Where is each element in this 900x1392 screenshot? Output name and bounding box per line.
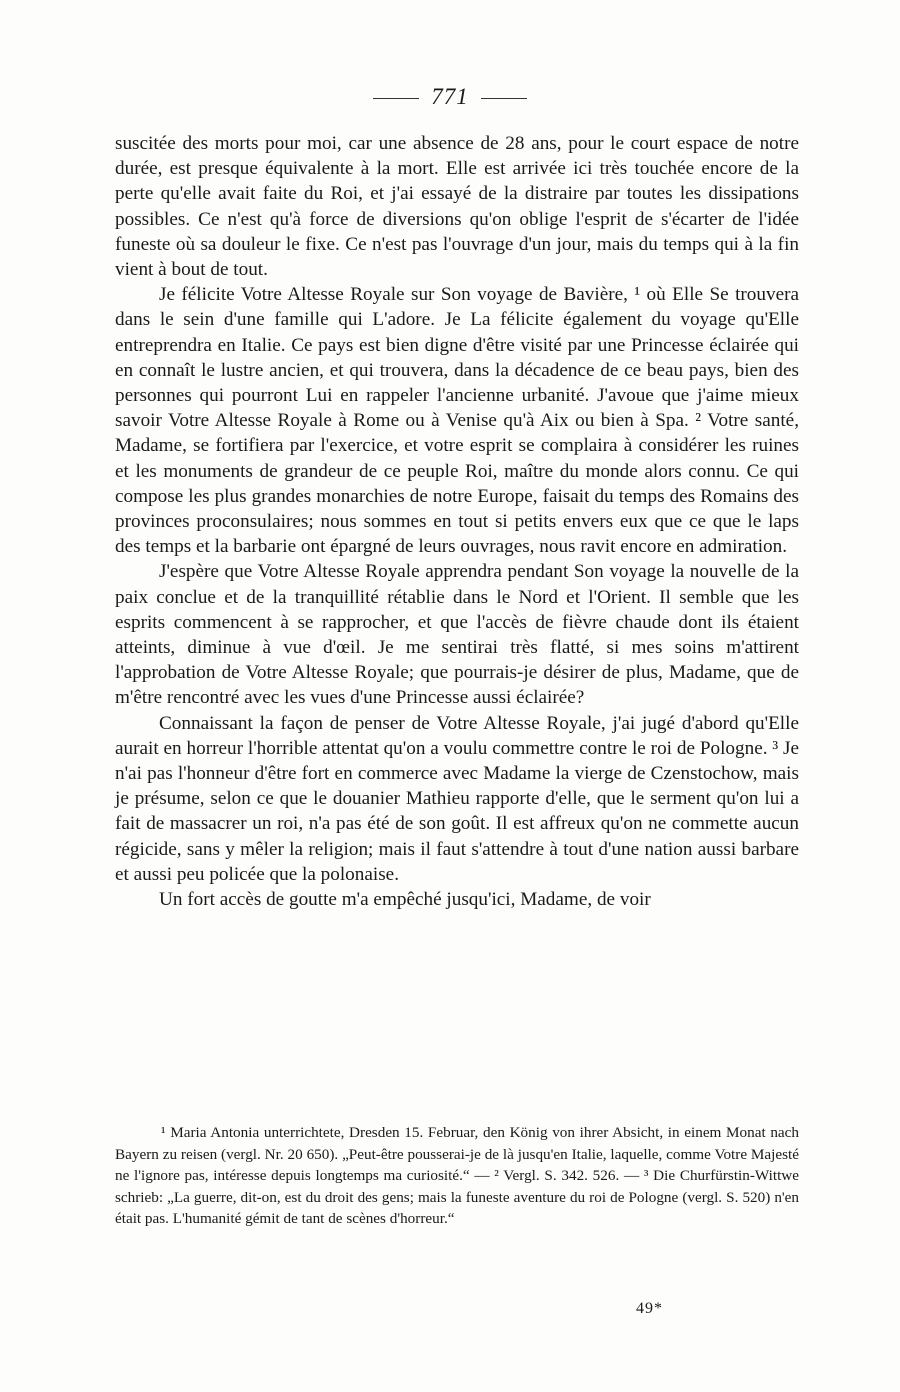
- letter-body: [115, 131, 799, 912]
- paragraph: J'espère que Votre Altesse Royale apprendra pendant Son voyage la nouvelle de la paix conclue et de la tranquillité rétablie dans le Nord et l'Orient. Il semble que les esprits commencent à se rapprocher, et que l'accès de fièvre chaude dont ils étaient atteints, diminue à vue d'œil. Je me sentirai très flatté, si mes soins m'attirent l'approbation de Votre Altesse Royale; que pourrais-je désirer de plus, Madame, que de m'être rencontré avec les vues d'une Princesse aussi éclairée?: [115, 561, 799, 709]
- footnote-text: ¹ Maria Antonia unterrichtete, Dresden 15. Februar, den König von ihrer Absicht, in einem Monat nach Bayern zu reisen (vergl. Nr. 20 650). „Peut-être pousserai-je de là jusqu'en Italie, laquelle, comme Votre Majesté ne l'ignore pas, intéresse depuis longtemps ma curiosité.“ — ² Vergl. S. 342. 526. — ³ Die Churfürstin-Wittwe schrieb: „La guerre, dit-on, est du droit des gens; mais la funeste aventure du roi de Pologne (vergl. S. 520) n'en était pas. L'humanité gémit de tant de scènes d'horreur.“: [115, 1124, 799, 1227]
- paragraph: suscitée des morts pour moi, car une absence de 28 ans, pour le court espace de notre durée, est presque équivalente à la mort. Elle est arrivée ici très touchée encore de la perte qu'elle avait faite du Roi, et j'ai essayé de la distraire par toutes les dissipations possibles. Ce n'est qu'à force de diversions qu'on oblige l'esprit de s'écarter de l'idée funeste où sa douleur le fixe. Ce n'est pas l'ouvrage d'un jour, mais du temps qui à la fin vient à bout de tout.: [115, 133, 799, 281]
- page-header: [0, 84, 900, 110]
- header-rule-right: [481, 98, 527, 99]
- paragraph: Un fort accès de goutte m'a empêché jusqu'ici, Madame, de voir: [159, 889, 651, 911]
- footnotes: [115, 1122, 799, 1230]
- page-number: 771: [431, 84, 469, 109]
- header-rule-left: [373, 98, 419, 99]
- paragraph: Je félicite Votre Altesse Royale sur Son voyage de Bavière, ¹ où Elle Se trouvera dans le sein d'une famille qui L'adore. Je La félicite également du voyage qu'Elle entreprendra en Italie. Ce pays est bien digne d'être visité par une Princesse éclairée qui en connaît le lustre ancien, et qui trouvera, dans la décadence de ce beau pays, bien des personnes qui pourront Lui en rappeler l'ancienne urbanité. J'avoue que j'aime mieux savoir Votre Altesse Royale à Rome ou à Venise qu'à Aix ou bien à Spa. ² Votre santé, Madame, se fortifiera par l'exercice, et votre esprit se complaira à considérer les ruines et les monuments de grandeur de ce peuple Roi, maître du monde alors connu. Ce qui compose les plus grandes monarchies de notre Europe, faisait du temps des Romains des provinces proconsulaires; nous sommes en tout si petits envers eux que ce que le laps des temps et la barbarie ont épargné de leurs ouvrages, nous ravit encore en admiration.: [115, 284, 799, 558]
- signature-mark: 49*: [636, 1300, 663, 1317]
- paragraph: Connaissant la façon de penser de Votre Altesse Royale, j'ai jugé d'abord qu'Elle aurait en horreur l'horrible attentat qu'on a voulu commettre contre le roi de Pologne. ³ Je n'ai pas l'honneur d'être fort en commerce avec Madame la vierge de Czenstochow, mais je présume, selon ce que le douanier Mathieu rapporte d'elle, que le serment qu'on lui a fait de massacrer un roi, n'a pas été de son goût. Il est affreux qu'on ne commette aucun régicide, sans y mêler la religion; mais il faut s'attendre à tout d'une nation aussi barbare et aussi peu policée que la polonaise.: [115, 712, 799, 885]
